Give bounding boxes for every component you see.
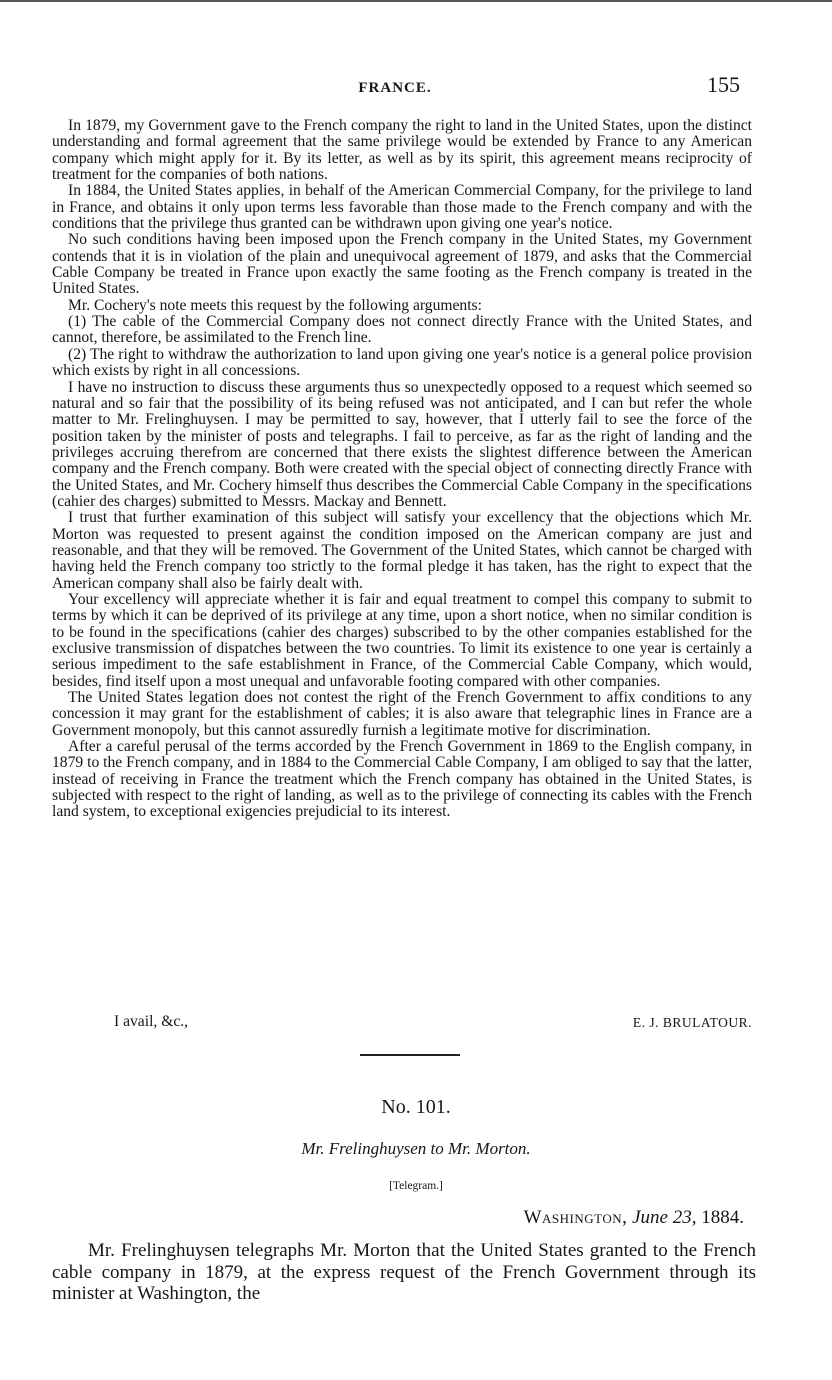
section-divider xyxy=(360,1054,460,1056)
page-header xyxy=(50,72,740,106)
telegram-paragraph: Mr. Frelinghuysen telegraphs Mr. Morton that the United States granted to the French cable company in 1879, at the express request of the French Government through its minister at Washington, the xyxy=(52,1240,756,1304)
paragraph: (1) The cable of the Commercial Company does not connect directly France with the United States, and cannot, therefore, be assimilated to the French line. xyxy=(52,313,752,347)
document-heading: Mr. Frelinghuysen to Mr. Morton. xyxy=(301,1139,531,1158)
paragraph: I have no instruction to discuss these arguments thus so unexpectedly opposed to a request which seemed so natural and so fair that the possibility of its being refused was not anticipated, and I can but refer the whole matter to Mr. Frelinghuysen. I may be permitted to say, however, that I utterly fail to see the force of the position taken by the minister of posts and telegraphs. I fail to perceive, as far as the right of landing and the privileges accruing therefrom are concerned that there exists the slightest difference between the American company and the French company. Both were created with the special object of connecting directly France with the United States, and Mr. Cochery himself thus describes the Commercial Cable Company in the specifications (cahier des charges) submitted to Messrs. Mackay and Bennett. xyxy=(52,378,752,510)
paragraph: I trust that further examination of this subject will satisfy your excellency that the objections which Mr. Morton was requested to present against the condition imposed on the American company are just and reasonable, and that they will be removed. The Government of the United States, which cannot be charged with having held the French company too strictly to the formal pledge it has taken, has the right to expect that the American company shall also be fairly dealt with. xyxy=(52,509,752,592)
signature: E. J. BRULATOUR. xyxy=(632,1015,752,1030)
dateline xyxy=(524,1207,744,1229)
complimentary-close: I avail, &c., xyxy=(114,1013,189,1030)
telegram-body xyxy=(52,1240,756,1305)
paragraph: After a careful perusal of the terms accorded by the French Government in 1869 to the English company, in 1879 to the French company, and in 1884 to the Commercial Cable Company, I am obliged to say that the latter, instead of receiving in France the treatment which the French company has obtained in the United States, is subjected with respect to the right of landing, as well as to the privilege of connecting its cables with the French land system, to exceptional exigencies prejudicial to its interest. xyxy=(52,738,752,821)
paragraph: No such conditions having been imposed upon the French company in the United States, my Government contends that it is in violation of the plain and unequivocal agreement of 1879, and asks that the Commercial Cable Company be treated in France upon exactly the same footing as the French company is treated in the United States. xyxy=(52,231,752,298)
running-title: FRANCE. xyxy=(358,80,432,96)
document-number: No. 101. xyxy=(381,1096,451,1118)
paragraph: In 1879, my Government gave to the French company the right to land in the United States, upon the distinct understanding and formal agreement that the same privilege would be extended by France to any American company which might apply for it. By its letter, as well as by its spirit, this agreement means reciprocity of treatment for the companies of both nations. xyxy=(52,117,752,184)
page-number: 155 xyxy=(707,72,740,97)
paragraph: Your excellency will appreciate whether it is fair and equal treatment to compel this company to submit to terms by which it can be deprived of its privilege at any time, upon a short notice, when no similar condition is to be found in the specifications (cahier des charges) subscribed to by the other companies established for the exclusive transmission of dispatches between the two countries. To limit its existence to one year is certainly a serious impediment to the safe establishment in France, of the Commercial Cable Company, which would, besides, find itself upon a most unequal and unfavorable footing compared with other companies. xyxy=(52,590,752,690)
paragraph: Mr. Cochery's note meets this request by the following arguments: xyxy=(68,296,482,314)
letter-closing xyxy=(52,1013,752,1035)
paragraph: In 1884, the United States applies, in behalf of the American Commercial Company, for the privilege to land in France, and obtains it only upon terms less favorable than those made to the French company and with the conditions that the privilege thus granted can be withdrawn upon giving one year's notice. xyxy=(52,182,752,233)
top-border-rule xyxy=(0,0,832,2)
dateline-month-day: June 23, xyxy=(632,1207,697,1228)
dateline-year: 1884. xyxy=(701,1207,744,1228)
paragraph: The United States legation does not contest the right of the French Government to affix conditions to any concession it may grant for the establishment of cables; it is also aware that telegraphic lines in France are a Government monopoly, but this cannot assuredly furnish a legitimate motive for discrimination. xyxy=(52,689,752,739)
dateline-place: Washington, xyxy=(523,1207,628,1228)
telegram-note: [Telegram.] xyxy=(389,1180,443,1192)
paragraph: (2) The right to withdraw the authorization to land upon giving one year's notice is a general police provision which exists by right in all concessions. xyxy=(52,345,752,380)
letter-body xyxy=(52,118,752,821)
